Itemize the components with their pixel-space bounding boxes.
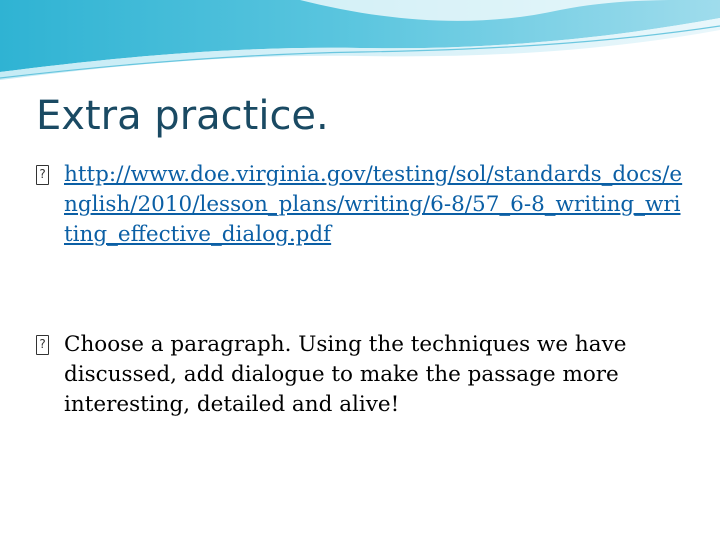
missing-glyph-box-icon [36,335,49,355]
bullet-item-link [36,160,686,250]
slide-title: Extra practice. [36,93,329,139]
missing-glyph-box-icon [36,165,49,185]
resource-link[interactable]: http://www.doe.virginia.gov/testing/sol/standards_docs/english/2010/lesson_plans/writing/6-8/57_6-8_writing_writing_effective_dialog.pdf [64,162,683,247]
header-wave-decoration [0,0,720,90]
bullet-list [36,160,686,420]
instruction-text: Choose a paragraph. Using the techniques we have discussed, add dialogue to make the passage more interesting, detailed and alive! [64,332,627,417]
bullet-item-instruction [36,330,686,420]
